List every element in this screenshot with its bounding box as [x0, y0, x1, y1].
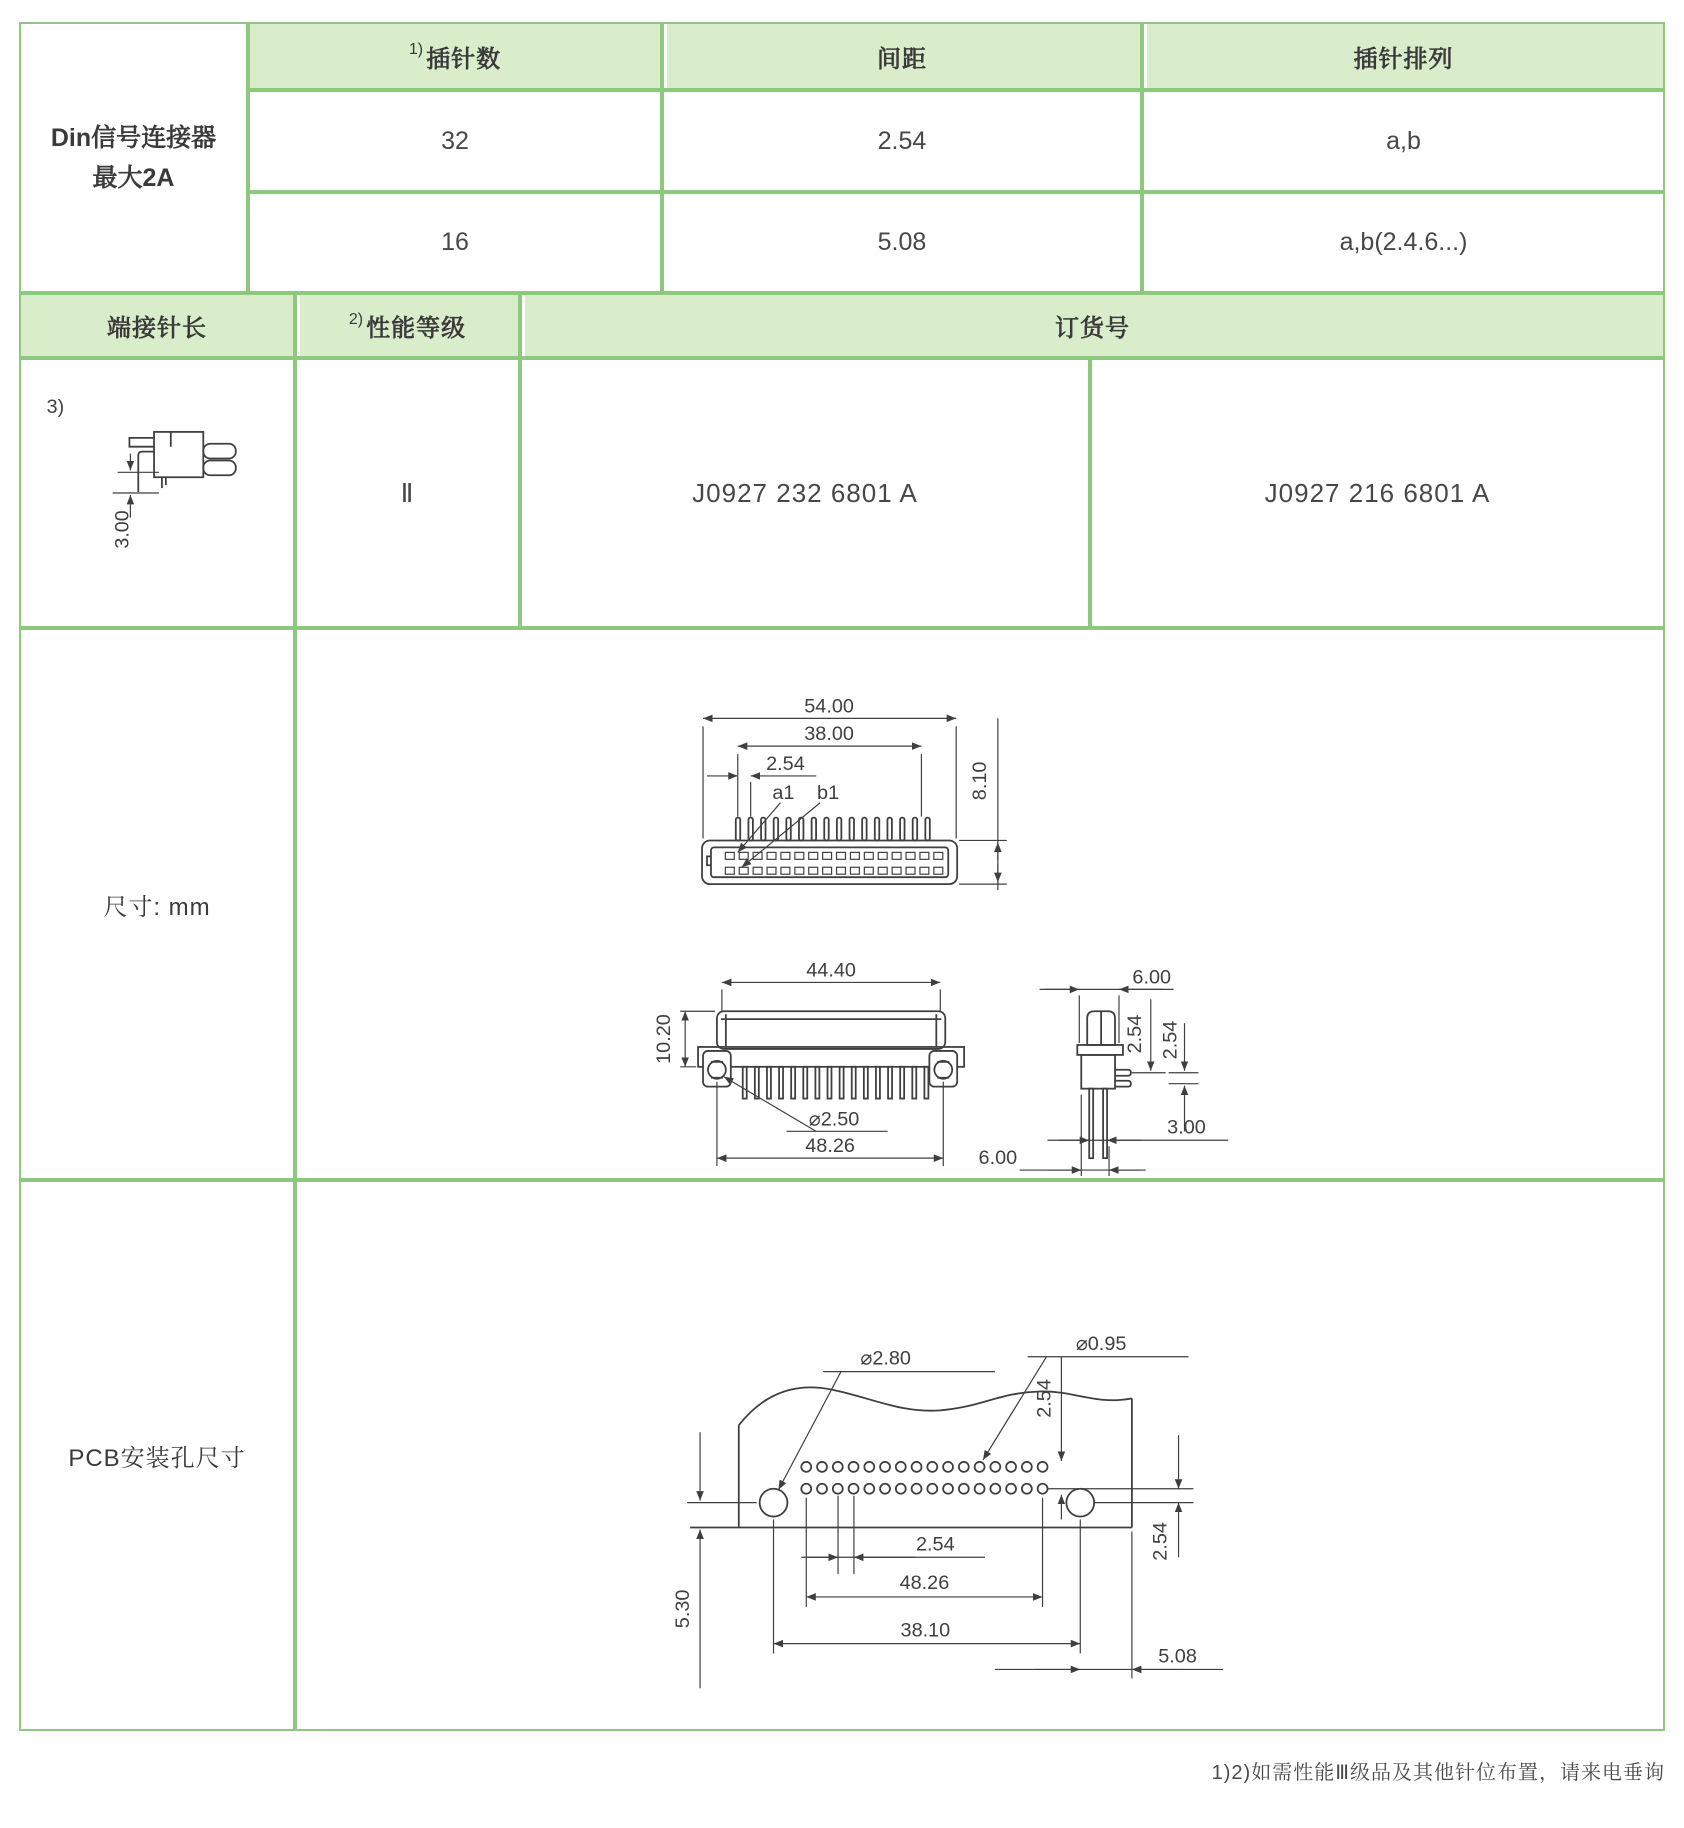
- value-pin-count-32: 32: [441, 126, 469, 155]
- dim-side-pin-offset: 3.00: [1167, 1116, 1206, 1139]
- pcb-section-label: PCB安装孔尺寸: [68, 1445, 246, 1472]
- product-name-cell: [19, 22, 248, 293]
- dim-pcb-col-pitch: 2.54: [916, 1533, 955, 1556]
- dim-top-depth: 10.20: [653, 1014, 676, 1064]
- dimension-unit-label: 尺寸: mm: [103, 893, 211, 921]
- dim-side-pitch-b: 2.54: [1159, 1020, 1182, 1060]
- pcb-holes: [760, 1462, 1095, 1517]
- table-row-32-arrangement: [1142, 90, 1665, 192]
- header-grade-label: 性能等级: [366, 315, 467, 342]
- dim-side-width-bottom: 6.00: [978, 1147, 1018, 1170]
- dim-side-width-top: 6.00: [1132, 966, 1172, 989]
- dim-pcb-row-pitch: 2.54: [1033, 1379, 1056, 1418]
- pcb-label-cell: [19, 1180, 295, 1731]
- header-arrangement-label: 插针排列: [1353, 45, 1454, 73]
- pin-length-drawing: [21, 360, 293, 626]
- header-order-number: [520, 293, 1665, 358]
- value-pin-count-16: 16: [441, 228, 469, 256]
- dim-side-pitch-a: 2.54: [1123, 1014, 1146, 1054]
- dim-pcb-right-offset: 2.54: [1149, 1522, 1172, 1561]
- grade-value-cell: [295, 358, 520, 628]
- header-termination-length: [19, 293, 295, 358]
- dim-pcb-edge-dist: 5.30: [672, 1589, 695, 1629]
- value-pitch-508: 5.08: [877, 228, 927, 256]
- value-pitch-254: 2.54: [877, 126, 927, 155]
- table-row-16-pin-count: [248, 192, 662, 293]
- product-name-line1: Din信号连接器: [50, 123, 217, 152]
- footnote-ref-2: 2): [348, 310, 364, 328]
- dimension-drawing-cell: [295, 628, 1665, 1180]
- header-performance-grade: [295, 293, 520, 358]
- footnote-ref-3: 3): [46, 396, 65, 419]
- dim-front-pitch: 2.54: [766, 752, 805, 775]
- product-name-line2: 最大2A: [92, 163, 175, 192]
- dimension-label-cell: [19, 628, 295, 1180]
- front-view: [702, 818, 957, 885]
- dim-pcb-hole-large: ⌀2.80: [860, 1347, 911, 1370]
- pcb-drawing-cell: [295, 1180, 1665, 1731]
- header-pitch-label: 间距: [877, 45, 927, 73]
- dim-pin-length: 3.00: [111, 510, 134, 549]
- dim-pcb-mount-offset: 5.08: [1158, 1645, 1197, 1668]
- order-number-32: J0927 232 6801 A: [692, 477, 918, 508]
- connector-dimension-drawing: [297, 630, 1663, 1178]
- header-arrangement: [1142, 22, 1665, 90]
- table-row-32-pin-count: [248, 90, 662, 192]
- label-pin-a1: a1: [772, 781, 795, 804]
- termination-length-drawing-cell: [19, 358, 295, 628]
- dim-front-pin-span: 38.00: [804, 723, 854, 746]
- order-number-16: J0927 216 6801 A: [1264, 477, 1491, 508]
- dim-pcb-row-span: 38.10: [900, 1619, 951, 1642]
- footnote-ref-1: 1): [408, 41, 424, 58]
- dim-top-mount-span: 48.26: [805, 1135, 855, 1158]
- pcb-board-outline: [690, 1387, 1132, 1527]
- table-row-32-pitch: [662, 90, 1142, 192]
- dim-front-height: 8.10: [968, 761, 991, 801]
- header-pin-count-label: 插针数: [426, 45, 502, 73]
- dim-pcb-hole-small: ⌀0.95: [1075, 1332, 1127, 1355]
- footnote: 1)2)如需性能Ⅲ级品及其他针位布置，请来电垂询: [1211, 1762, 1665, 1784]
- pcb-hole-pattern-drawing: [297, 1182, 1663, 1729]
- value-arrangement-ab: a,b: [1386, 126, 1421, 155]
- dim-top-hole-dia: ⌀2.50: [808, 1108, 860, 1131]
- order-number-16-cell: [1090, 358, 1665, 628]
- dim-front-total-width: 54.00: [804, 695, 854, 718]
- header-order-number-label: 订货号: [1055, 315, 1130, 342]
- order-number-32-cell: [520, 358, 1090, 628]
- header-pin-count: [248, 22, 662, 90]
- label-pin-b1: b1: [817, 781, 840, 804]
- header-pitch: [662, 22, 1142, 90]
- grade-value: Ⅱ: [400, 477, 415, 508]
- value-arrangement-ab246: a,b(2.4.6...): [1339, 228, 1468, 256]
- dim-top-body-width: 44.40: [806, 959, 856, 982]
- header-termination-label: 端接针长: [107, 315, 207, 342]
- table-row-16-arrangement: [1142, 192, 1665, 293]
- dim-pcb-mount-span: 48.26: [899, 1572, 950, 1595]
- table-row-16-pitch: [662, 192, 1142, 293]
